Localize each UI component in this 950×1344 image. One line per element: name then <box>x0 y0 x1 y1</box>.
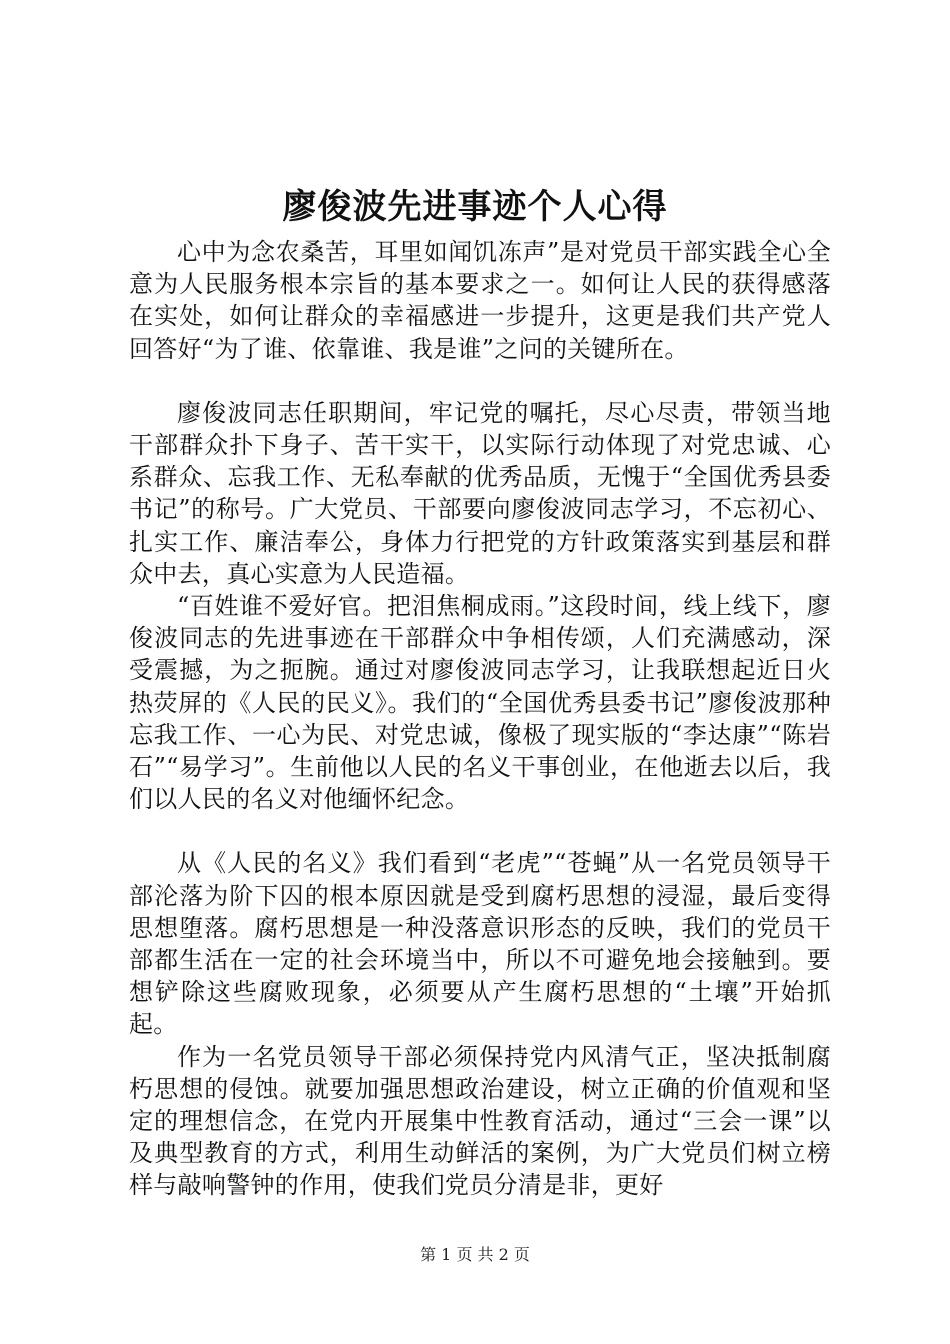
document-body <box>129 236 831 1202</box>
paragraph: 廖俊波同志任职期间，牢记党的嘱托，尽心尽责，带领当地干部群众扑下身子、苦干实干，以实际行动体现了对党忠诚、心系群众、忘我工作、无私奉献的优秀品质，无愧于“全国优秀县委书记”的称号。广大党员、干部要向廖俊波同志学习，不忘初心、扎实工作、廉洁奉公，身体力行把党的方针政策落实到基层和群众中去，真心实意为人民造福。 <box>129 398 831 588</box>
paragraph: 作为一名党员领导干部必须保持党内风清气正，坚决抵制腐朽思想的侵蚀。就要加强思想政治建设，树立正确的价值观和坚定的理想信念，在党内开展集中性教育活动，通过“三会一课”以及典型教育的方式，利用生动鲜活的案例，为广大党员们树立榜样与敲响警钟的作用，使我们党员分清是非，更好 <box>129 1042 831 1200</box>
paragraph: 从《人民的名义》我们看到“老虎”“苍蝇”从一名党员领导干部沦落为阶下囚的根本原因就是受到腐朽思想的浸湿，最后变得思想堕落。腐朽思想是一种没落意识形态的反映，我们的党员干部都生活在一定的社会环境当中，所以不可避免地会接触到。要想铲除这些腐败现象，必须要从产生腐朽思想的“土壤”开始抓起。 <box>129 849 831 1039</box>
document-title: 廖俊波先进事迹个人心得 <box>282 187 668 227</box>
paragraph: “百姓谁不爱好官。把泪焦桐成雨。”这段时间，线上线下，廖俊波同志的先进事迹在干部群众中争相传颂，人们充满感动，深受震撼，为之扼腕。通过对廖俊波同志学习，让我联想起近日火热荧屏的《人民的民义》。我们的“全国优秀县委书记”廖俊波那种忘我工作、一心为民、对党忠诚，像极了现实版的“李达康”“陈岩石”“易学习”。生前他以人民的名义干事创业，在他逝去以后，我们以人民的名义对他缅怀纪念。 <box>129 592 831 814</box>
paragraph-gap <box>129 365 831 397</box>
page-footer: 第 1 页 共 2 页 <box>420 1245 530 1264</box>
paragraph: 心中为念农桑苦，耳里如闻饥冻声”是对党员干部实践全心全意为人民服务根本宗旨的基本要求之一。如何让人民的获得感落在实处，如何让群众的幸福感进一步提升，这更是我们共产党人回答好“为了谁、依靠谁、我是谁”之问的关键所在。 <box>129 238 831 363</box>
paragraph-gap <box>129 815 831 847</box>
